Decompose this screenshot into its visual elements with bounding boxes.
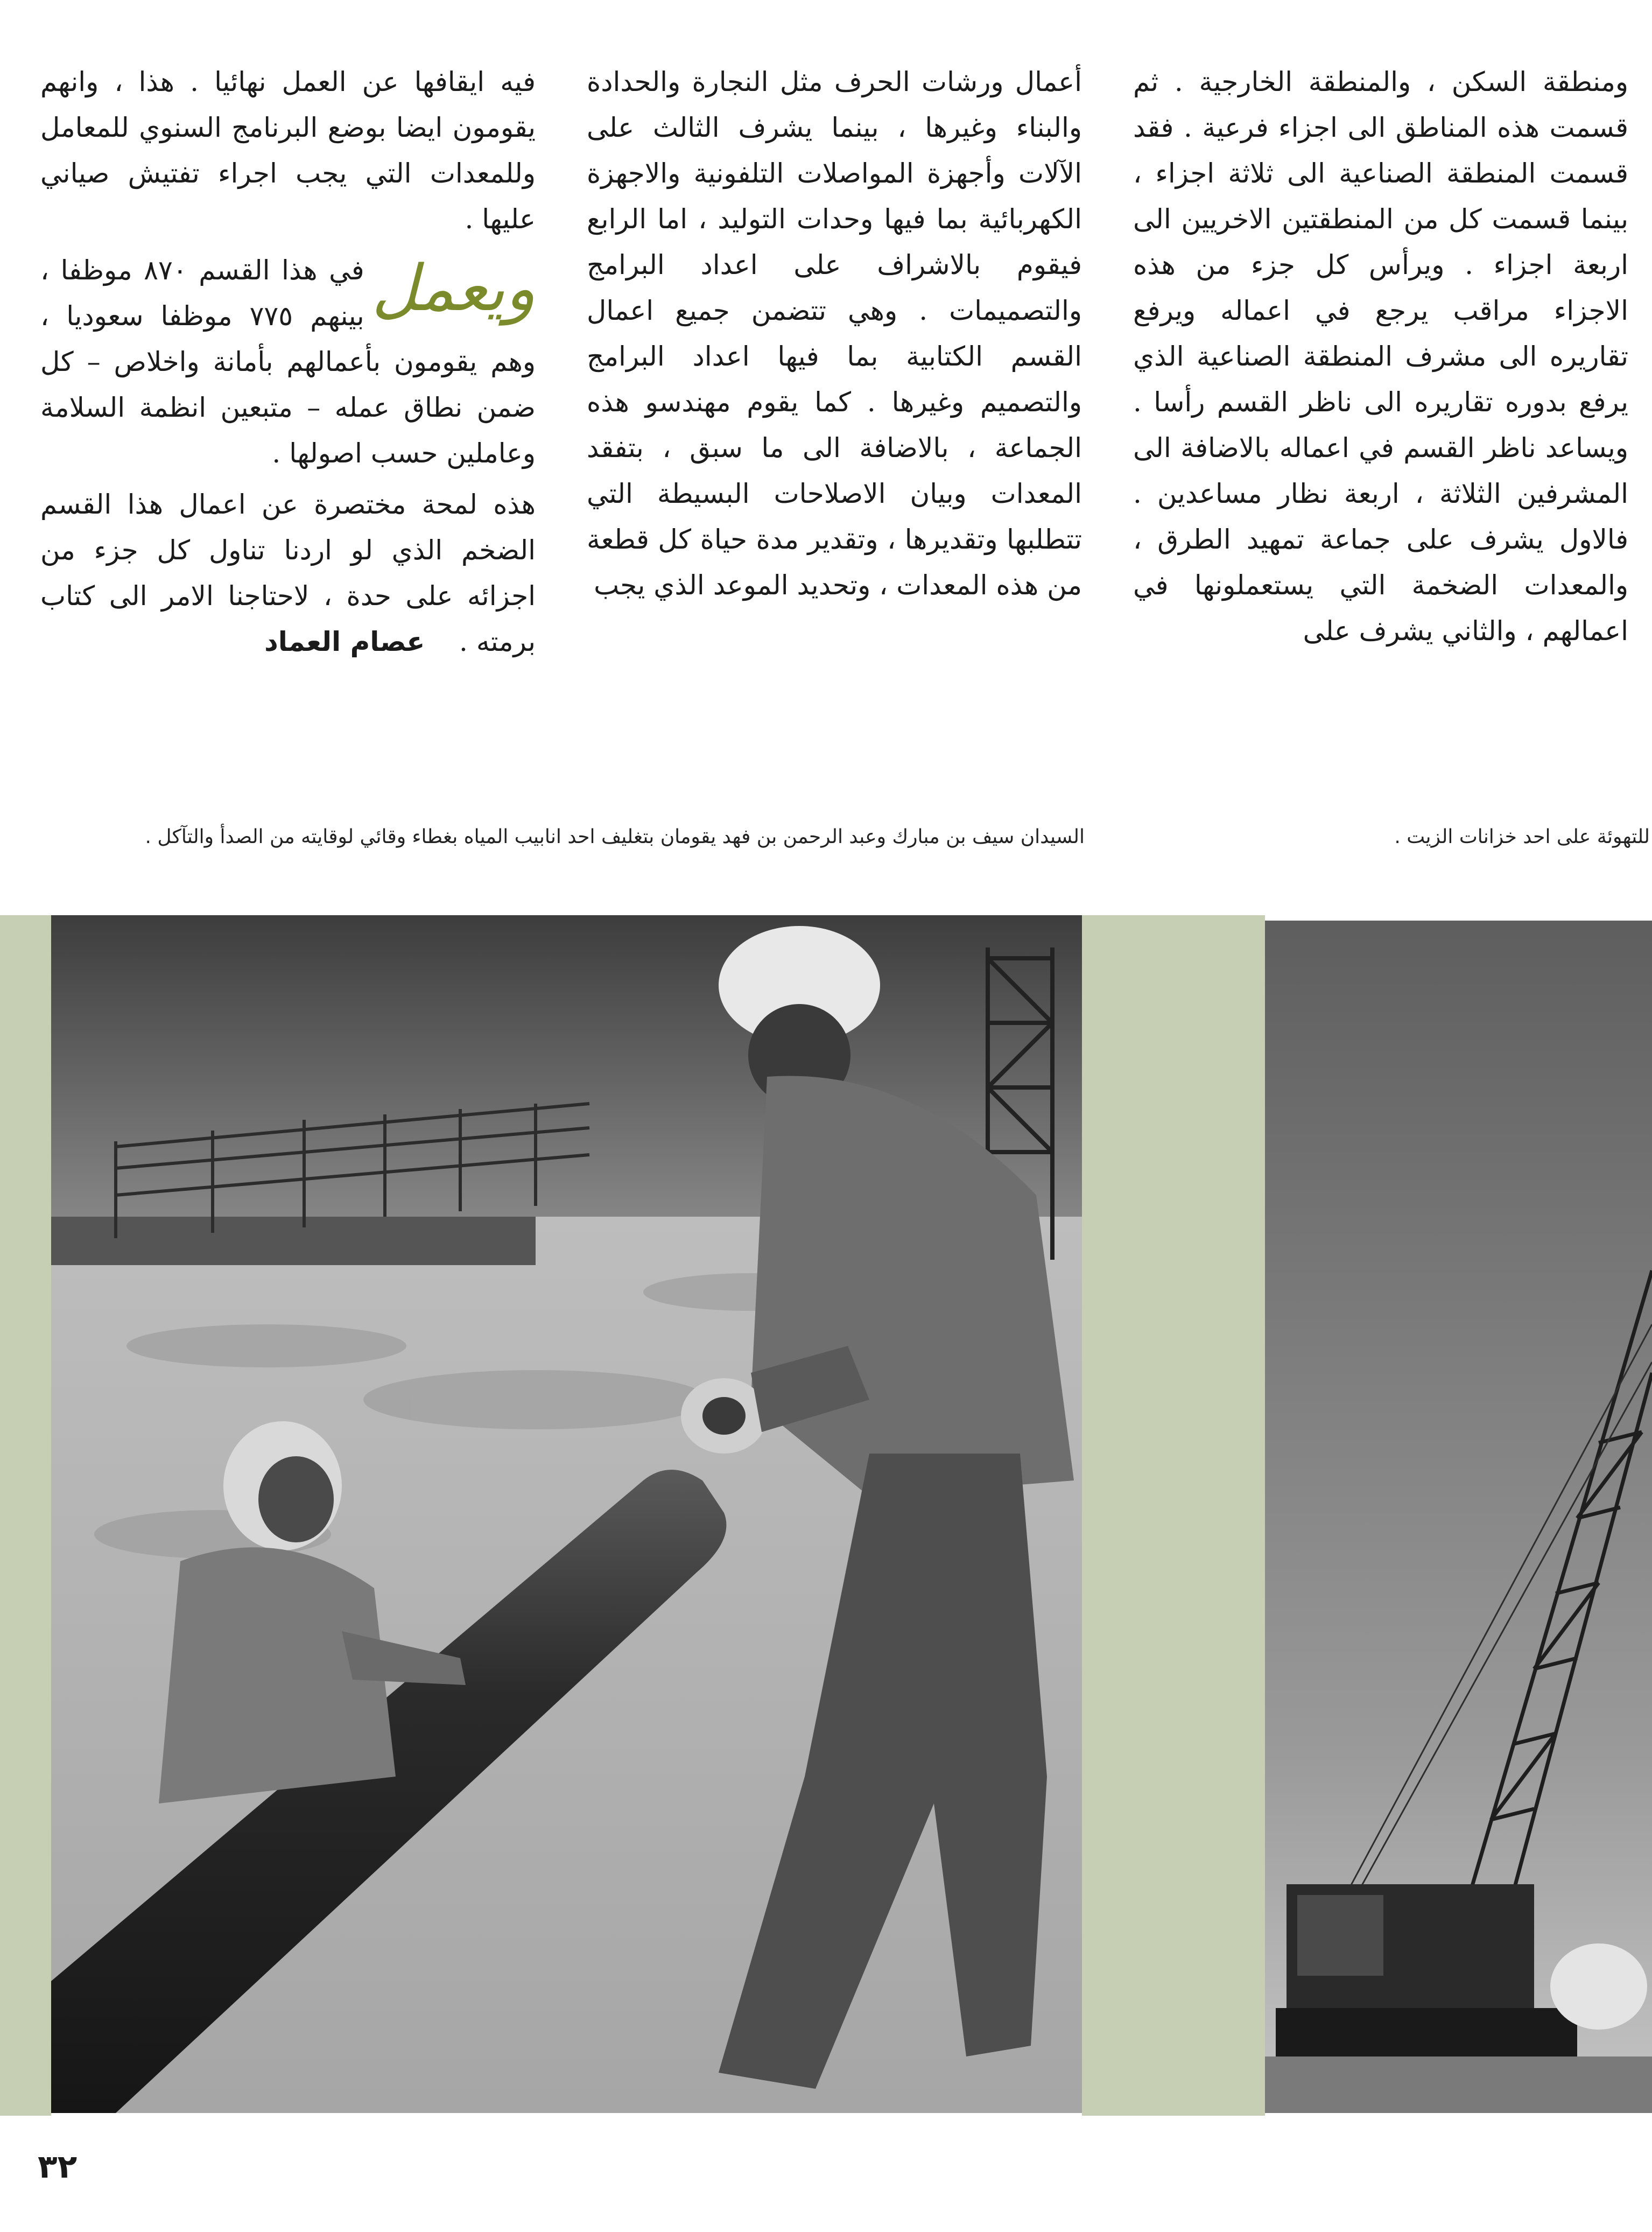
decorative-dropcap-word: ويعمل: [371, 251, 536, 325]
photo-illustration: [51, 915, 1082, 2113]
green-tint-panel: [0, 915, 51, 2116]
article-paragraph: أعمال ورشات الحرف مثل النجارة والحدادة والبناء وغيرها ، بينما يشرف الثالث على الآلات وأجهزة المواصلات التلفونية والاجهزة الكهربائية بما فيها وحدات التوليد ، اما الرابع فيقوم بالاشراف على اعداد البرامج والتصميمات . وهي تتضمن جميع اعمال القسم الكتابية بما فيها اعداد البرامج والتصميم وغيرها . كما يقوم مهندسو هذه الجماعة ، بالاضافة الى ما سبق ، بتفقد المعدات وبيان الاصلاحات البسيطة التي تتطلبها وتقديرها ، وتقدير مدة حياة كل قطعة من هذه المعدات ، وتحديد الموعد الذي يجب: [587, 66, 1082, 601]
article-paragraph: ومنطقة السكن ، والمنطقة الخارجية . ثم قسمت هذه المناطق الى اجزاء فرعية . فقد قسمت المنطقة الصناعية الى ثلاثة اجزاء ، بينما قسمت كل من المنطقتين الاخريين الى اربعة اجزاء . ويرأس كل جزء من هذه الاجزاء مراقب يرجع في اعماله ويرفع تقاريره الى مشرف المنطقة الصناعية الذي يرفع بدوره تقاريره الى ناظر القسم رأسا . ويساعد ناظر القسم في اعماله بالاضافة الى المشرفين الثلاثة ، اربعة نظار مساعدين . فالاول يشرف على جماعة تمهيد الطرق ، والمعدات الضخمة التي يستعملونها في اعمالهم ، والثاني يشرف على: [1133, 66, 1628, 647]
green-tint-panel: [1082, 915, 1265, 2116]
author-name: عصام العماد: [264, 626, 425, 657]
article-column-middle: [587, 59, 1082, 608]
photo-illustration: [1265, 921, 1652, 2113]
photo-caption-left: السيدان سيف بن مبارك وعبد الرحمن بن فهد يقومان بتغليف احد انابيب المياه بغطاء وقائي لوقايته من الصدأ والتآكل .: [145, 826, 1085, 848]
photo-caption-right: للتهوئة على احد خزانات الزيت .: [1394, 826, 1650, 848]
crane-photo: [1265, 921, 1652, 2113]
article-closing-paragraph: [40, 482, 536, 665]
article-paragraph: فيه ايقافها عن العمل نهائيا . هذا ، وانهم يقومون ايضا بوضع البرنامج السنوي للمعامل وللمعدات التي يجب اجراء تفتيش صياني عليها .: [40, 66, 536, 235]
article-paragraph-dropcap: [40, 248, 536, 476]
article-paragraph-text: هذه لمحة مختصرة عن اعمال هذا القسم الضخم الذي لو اردنا تناول كل جزء من اجزائه على حدة ، لاحتاجنا الامر الى كتاب برمته .: [40, 489, 536, 657]
article-paragraph-text: في هذا القسم ٨٧٠ موظفا ، بينهم ٧٧٥ موظفا سعوديا ، وهم يقومون بأعمالهم بأمانة واخلاص – كل ضمن نطاق عمله – متبعين انظمة السلامة وعاملين حسب اصولها .: [40, 255, 536, 469]
article-column-left: [40, 59, 536, 665]
workers-wrapping-pipe-photo: [51, 915, 1082, 2113]
article-column-right: [1133, 59, 1628, 654]
page-number: ٣٢: [38, 2148, 78, 2186]
